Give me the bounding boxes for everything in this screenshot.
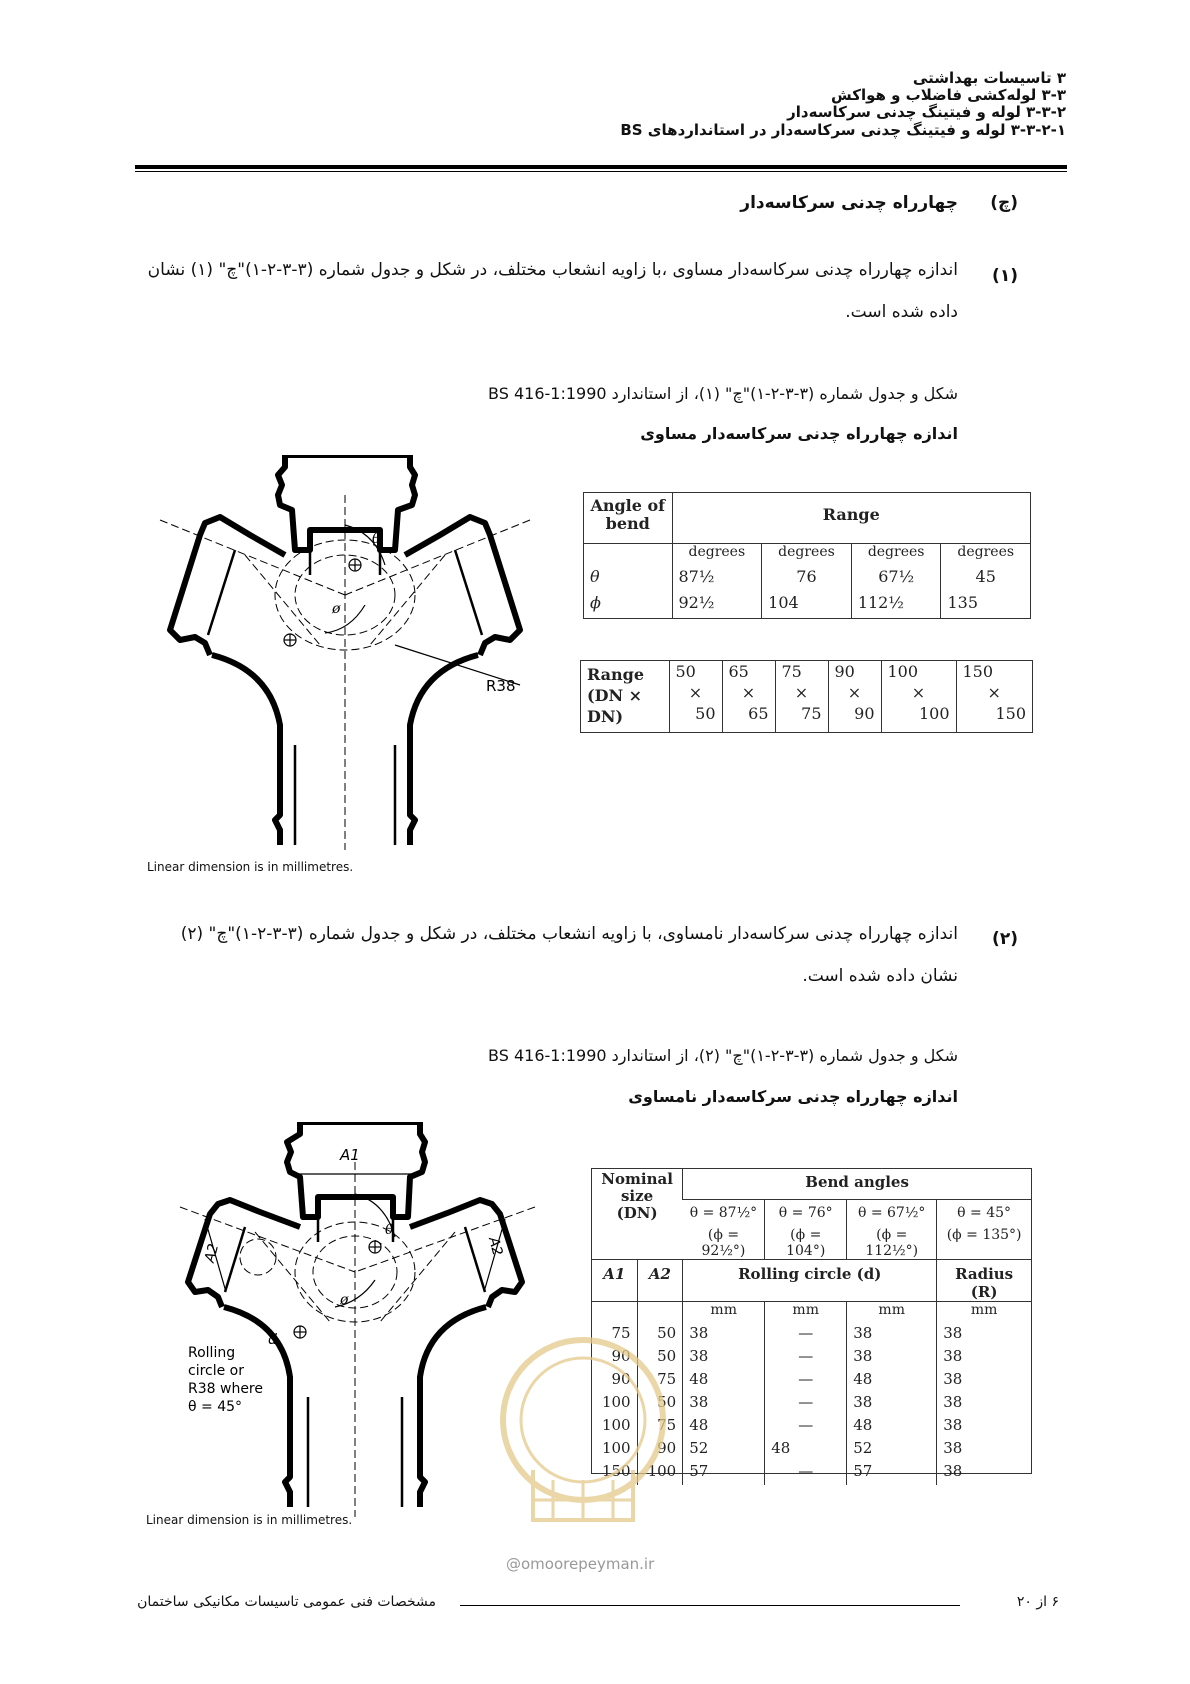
table-cell: 38 (937, 1462, 1031, 1485)
header-line-3: ۳-۳-۲ لوله و فیتینگ چدنی سرکاسه‌دار (787, 103, 1066, 121)
table-cell: 75 (637, 1416, 683, 1439)
footer-page-number: ۶ از ۲۰ (1016, 1594, 1059, 1610)
phi-col: (ϕ = 135°) (937, 1227, 1031, 1260)
table-cell: — (765, 1370, 847, 1393)
table-cell: 38 (937, 1370, 1031, 1393)
table-cell: 76 (762, 567, 852, 592)
table-cell: 150 (601, 1461, 631, 1480)
phi-col: (ϕ = 104°) (765, 1227, 847, 1260)
dn-x: × (688, 683, 703, 702)
para1-line2: داده شده است. (845, 302, 958, 322)
header-line-1: ۳ تاسیسات بهداشتی (912, 69, 1066, 87)
fig2-note: Linear dimension is in millimetres. (146, 1513, 353, 1527)
theta-col: θ = 45° (937, 1199, 1031, 1227)
fig1-range-table (580, 660, 1033, 733)
table-cell: 38 (937, 1324, 1031, 1347)
table-cell: 52 (683, 1439, 765, 1462)
table-cell: — (765, 1324, 847, 1347)
rolling-header: Rolling circle (d) (683, 1260, 937, 1302)
header-line-4: ۳-۳-۲-۱ لوله و فیتینگ چدنی سرکاسه‌دار در استانداردهای BS (620, 121, 1066, 139)
table-cell: 90 (637, 1439, 683, 1462)
theta-symbol: θ (590, 567, 600, 587)
unit-cell: mm (937, 1302, 1031, 1324)
dn-b: 100 (918, 704, 950, 723)
para2-number: (۲) (992, 929, 1018, 949)
fig1-radius-label: R38 (486, 677, 516, 695)
table-cell: 135 (941, 593, 1030, 618)
footer-title: مشخصات فنی عمومی تاسیسات مکانیکی ساختمان (137, 1594, 436, 1610)
range-dn-header-1: Range (587, 665, 645, 684)
dn-x: × (847, 683, 862, 702)
range-header: Range (672, 493, 1030, 544)
para1-line1: اندازه چهارراه چدنی سرکاسه‌دار مساوی ،با زاویه انشعاب مختلف، در شکل و جدول شماره (۳-۳-۲-۱)"چ" (۱) نشان (147, 260, 958, 280)
unit-cell: mm (847, 1302, 937, 1324)
dn-x: × (987, 683, 1001, 702)
rolling-note-line: θ = 45° (188, 1399, 243, 1415)
watermark-text: @omoorepeyman.ir (506, 1555, 655, 1573)
dn-a: 50 (675, 662, 696, 681)
table-cell: — (765, 1416, 847, 1439)
table-cell: 38 (937, 1347, 1031, 1370)
fig1-theta-label: θ (372, 531, 381, 547)
section-marker: (چ) (990, 193, 1018, 213)
fig2-theta-label: θ (385, 1222, 394, 1238)
table-cell: 38 (683, 1347, 765, 1370)
dn-b: 50 (695, 704, 716, 723)
rolling-note-line: R38 where (188, 1381, 263, 1397)
dn-x: × (741, 683, 756, 702)
dn-a: 90 (834, 662, 855, 681)
table-cell: 48 (765, 1439, 847, 1462)
dn-a: 150 (962, 662, 994, 681)
table-cell: 57 (847, 1462, 937, 1485)
fig2-subtitle: اندازه چهارراه چدنی سرکاسه‌دار نامساوی (628, 1087, 958, 1106)
table-cell: — (765, 1347, 847, 1370)
table-cell: 100 (601, 1392, 631, 1411)
fig1-subtitle: اندازه چهارراه چدنی سرکاسه‌دار مساوی (640, 424, 958, 443)
table-cell: 45 (941, 567, 1030, 592)
fig1-caption: شکل و جدول شماره (۳-۳-۲-۱)"چ" (۱)، از استاندارد BS 416-1:1990 (488, 384, 958, 403)
radius-header: Radius (R) (937, 1260, 1031, 1302)
fig1-angle-table (583, 492, 1031, 619)
phi-col: (ϕ = 92½°) (701, 1227, 746, 1259)
table-cell: 38 (847, 1393, 937, 1416)
section-title: چهارراه چدنی سرکاسه‌دار (740, 193, 958, 213)
a2-header: A2 (637, 1260, 683, 1302)
table-cell: 100 (637, 1462, 683, 1485)
header-rule-thin (135, 171, 1067, 172)
unit-cell: degrees (851, 544, 941, 567)
fig1-phi-label: ø (332, 601, 341, 617)
table-cell: 50 (637, 1324, 683, 1347)
table-cell: 38 (937, 1393, 1031, 1416)
para2-line1: اندازه چهارراه چدنی سرکاسه‌دار نامساوی، با زاویه انشعاب مختلف، در شکل و جدول شماره (۳-۳-۲-۱)"چ" (۲) (180, 924, 958, 944)
table-cell: 38 (847, 1347, 937, 1370)
range-dn-header-2: (DN × DN) (587, 686, 643, 726)
fig2-a2-left-label: A2 (201, 1242, 223, 1265)
table-cell: — (765, 1462, 847, 1485)
table-cell: 57 (683, 1462, 765, 1485)
theta-col: θ = 87½° (689, 1204, 758, 1221)
table-cell: 50 (637, 1347, 683, 1370)
dn-x: × (794, 683, 809, 702)
table-cell: 38 (937, 1416, 1031, 1439)
table-cell: 100 (601, 1415, 631, 1434)
dn-b: 75 (801, 704, 822, 723)
fig2-a2-right-label: A2 (485, 1235, 506, 1258)
table-cell: 75 (637, 1370, 683, 1393)
fig2-a1-label: A1 (340, 1146, 360, 1164)
phi-symbol: ϕ (590, 592, 601, 612)
dn-a: 100 (887, 662, 919, 681)
table-cell: 104 (762, 593, 852, 618)
table-cell: 38 (847, 1324, 937, 1347)
header-line-2: ۳-۳ لوله‌کشی فاضلاب و هواکش (831, 86, 1066, 104)
dn-b: 90 (854, 704, 875, 723)
table-cell: 38 (683, 1324, 765, 1347)
unit-cell: degrees (941, 544, 1030, 567)
unit-cell: mm (765, 1302, 847, 1324)
fig1-cross-drawing (150, 455, 570, 850)
table-cell: 48 (847, 1416, 937, 1439)
table-cell: 75 (611, 1323, 631, 1342)
table-cell: — (765, 1393, 847, 1416)
theta-col: θ = 67½° (847, 1199, 937, 1227)
header-rule-thick (135, 165, 1067, 169)
angle-header: Angle of bend (590, 496, 666, 533)
nominal-header: Nominal size (DN) (601, 1170, 673, 1222)
bend-header: Bend angles (683, 1169, 1031, 1199)
theta-col: θ = 76° (765, 1199, 847, 1227)
watermark-seal-logo (493, 1320, 673, 1550)
dn-a: 65 (728, 662, 749, 681)
dn-b: 150 (995, 704, 1026, 723)
unit-cell: degrees (672, 544, 762, 567)
table-cell: 90 (611, 1369, 631, 1388)
table-cell: 38 (937, 1439, 1031, 1462)
table-cell: 92½ (672, 593, 762, 618)
a1-header: A1 (603, 1265, 626, 1283)
para2-line2: نشان داده شده است. (802, 966, 958, 986)
rolling-note-line: circle or (188, 1363, 245, 1379)
fig1-note: Linear dimension is in millimetres. (147, 860, 354, 874)
dn-a: 75 (781, 662, 802, 681)
table-cell: 67½ (851, 567, 941, 592)
table-cell: 50 (637, 1393, 683, 1416)
fig2-d-label: d (268, 1332, 277, 1348)
table-cell: 100 (601, 1438, 631, 1457)
unit-cell: mm (683, 1302, 765, 1324)
table-cell: 48 (683, 1416, 765, 1439)
rolling-note-line: Rolling (188, 1345, 236, 1361)
footer-rule (460, 1605, 960, 1606)
table-cell: 90 (611, 1346, 631, 1365)
dn-b: 65 (748, 704, 769, 723)
fig2-caption: شکل و جدول شماره (۳-۳-۲-۱)"چ" (۲)، از استاندارد BS 416-1:1990 (488, 1046, 958, 1065)
fig2-phi-label: ø (340, 1292, 349, 1308)
table-cell: 38 (683, 1393, 765, 1416)
phi-col: (ϕ = 112½°) (847, 1227, 937, 1260)
dn-x: × (911, 683, 926, 702)
table-cell: 48 (847, 1370, 937, 1393)
unit-cell: degrees (762, 544, 852, 567)
table-cell: 48 (683, 1370, 765, 1393)
table-cell: 87½ (672, 567, 762, 592)
table-cell: 52 (847, 1439, 937, 1462)
para1-number: (۱) (992, 266, 1018, 286)
table-cell: 112½ (851, 593, 941, 618)
